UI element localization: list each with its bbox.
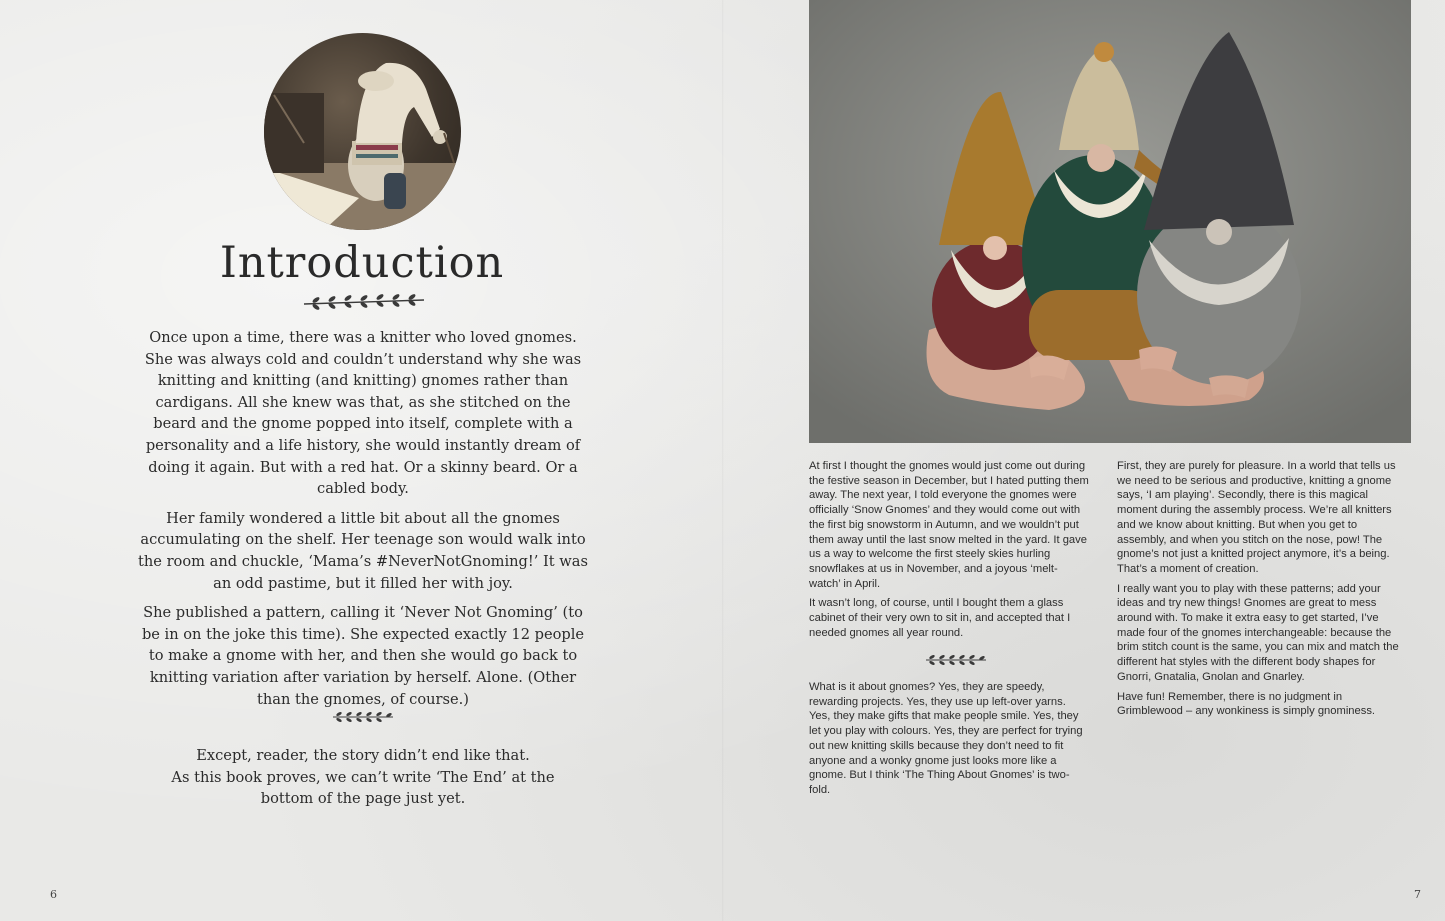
closing-line-2: As this book proves, we can’t write ‘The End’ at the <box>171 768 555 786</box>
gnomes-in-hands-photo <box>809 0 1411 443</box>
intro-paragraph-3: She published a pattern, calling it ‘Never Not Gnoming’ (to be in on the joke this time). She expected exactly 12 people to make a gnome with her, and then she would go back to knitting variation after variation by herself. Alone. (Other than the gnomes, of course.) <box>141 604 585 708</box>
closing-line-3: bottom of the page just yet. <box>260 790 466 808</box>
spine-fold <box>722 0 724 921</box>
intro-body <box>138 327 588 718</box>
intro-paragraph-1: Once upon a time, there was a knitter who loved gnomes. She was always cold and couldn’t understand why she was knitting and knitting (and knitting) gnomes rather than cardigans. All she knew was that, as she stitched on the beard and the gnome popped into itself, complete with a personality and a life history, she would instantly dream of doing it again. But with a red hat. Or a skinny beard. Or a cabled body. <box>144 329 582 498</box>
closing-text <box>138 745 588 810</box>
sprig-divider-icon <box>302 292 426 312</box>
body-paragraph: At first I thought the gnomes would just come out during the festive season in December, but I hated putting them away. The next year, I told everyone the gnomes were officially ‘Snow Gnomes’ and they would come out with the first big snowstorm in Autumn, and we wouldn’t put them away until the last snow melted in the yard. It gave us a way to welcome the first steely skies hurling snowflakes at us in November, and a joyous ‘melt-watch’ in April. <box>809 460 1089 590</box>
small-sprig-icon <box>331 709 395 725</box>
page-title: Introduction <box>219 238 505 288</box>
right-page-column-left <box>809 459 1089 645</box>
body-paragraph: First, they are purely for pleasure. In a world that tells us we need to be serious and productive, knitting a gnome says, ‘I am playing’. Secondly, there is this magical moment during the assembly process. We’re all knitters and we know about knitting. But when you get to assembly, and when you stitch on the nose, pow! The gnome’s not just a knitted project anymore, it’s a being. That’s a moment of creation. <box>1117 460 1396 575</box>
page-number-left: 6 <box>50 888 57 901</box>
right-page-column-right <box>1117 459 1409 724</box>
body-paragraph: What is it about gnomes? Yes, they are speedy, rewarding projects. Yes, they use up left-over yarns. Yes, they make gifts that make people smile. Yes, they let you play with colours. Yes, they are perfect for trying out new knitting skills because they don’t need to fit anyone and a wonky gnome just looks more like a gnome. But I think ‘The Thing About Gnomes’ is two-fold. <box>809 681 1083 796</box>
body-paragraph: It wasn’t long, of course, until I bought them a glass cabinet of their very own to sit in, and accepted that I needed gnomes all year round. <box>809 597 1071 639</box>
body-paragraph: Have fun! Remember, there is no judgment in Grimblewood – any wonkiness is simply gnominess. <box>1117 690 1376 718</box>
page-number-right: 7 <box>1414 888 1421 901</box>
closing-line-1: Except, reader, the story didn’t end like that. <box>196 747 530 764</box>
body-paragraph: I really want you to play with these patterns; add your ideas and try new things! Gnomes are great to mess around with. To make it extra easy to get started, I’ve made four of the gnomes interchangeable: because the brim stitch count is the same, you can mix and match the different hat styles with the different body shapes for Gnorri, Gnatalia, Gnolan and Gnarley. <box>1117 582 1399 683</box>
right-page-column-left-lower <box>809 680 1089 803</box>
intro-paragraph-2: Her family wondered a little bit about all the gnomes accumulating on the shelf. Her teenage son would walk into the room and chuckle, ‘Mama’s #NeverNotGnoming!’ It was an odd pastime, but it filled her with joy. <box>138 509 588 592</box>
knitted-gnome-illustration <box>264 33 461 230</box>
three-gnomes-illustration <box>809 0 1411 443</box>
small-sprig-icon <box>924 652 988 668</box>
gnome-circle-photo <box>264 33 461 230</box>
